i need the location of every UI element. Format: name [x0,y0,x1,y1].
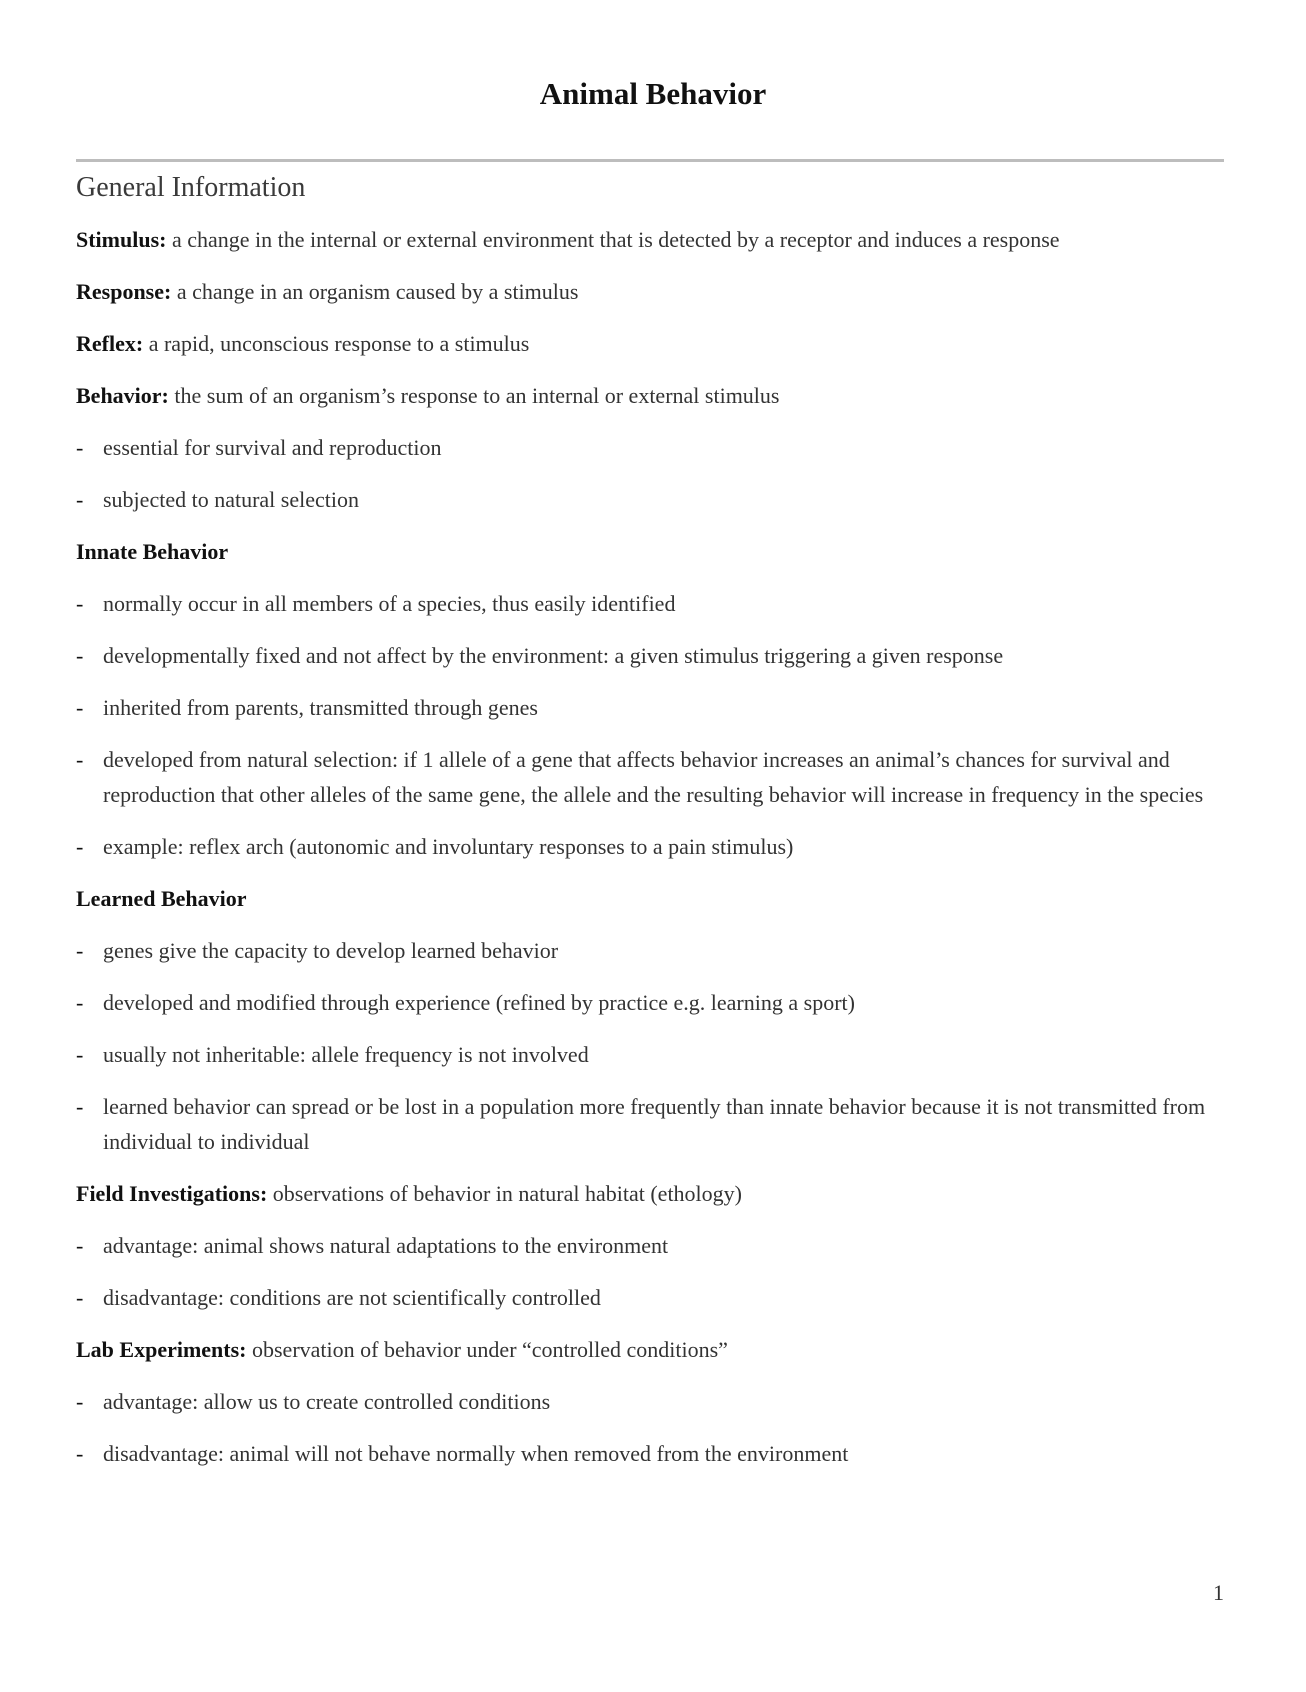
definition-field-investigations [76,1176,1226,1211]
list-item [76,1436,1226,1471]
definition-text: a change in an organism caused by a stimulus [171,279,579,304]
learned-behavior-heading: Learned Behavior [76,886,247,911]
definition-text: a rapid, unconscious response to a stimulus [143,331,530,356]
list-item-text: normally occur in all members of a species, thus easily identified [103,591,676,616]
list-item-text: genes give the capacity to develop learned behavior [103,938,559,963]
definition-text: a change in the internal or external environment that is detected by a receptor and induces a response [166,227,1060,252]
section-title: General Information [76,172,306,203]
list-item [76,482,1226,517]
document-title: Animal Behavior [539,76,767,111]
list-item [76,1037,1226,1072]
bullet-marker: - [76,435,84,460]
list-item [76,985,1226,1020]
definition-term: Behavior: [76,383,169,408]
bullet-marker: - [76,695,84,720]
bullet-marker: - [76,591,84,616]
list-item-text: example: reflex arch (autonomic and involuntary responses to a pain stimulus) [103,834,794,859]
bullet-marker: - [76,1233,84,1258]
list-item [76,1089,1226,1159]
definition-text: observation of behavior under “controlled conditions” [246,1337,728,1362]
definition-text: observations of behavior in natural habitat (ethology) [267,1181,742,1206]
list-item [76,1280,1226,1315]
definition-stimulus [76,222,1226,257]
title-divider [76,159,1224,162]
list-item [76,690,1226,725]
bullet-marker: - [76,1285,84,1310]
bullet-marker: - [76,747,84,772]
list-item-text: essential for survival and reproduction [103,435,442,460]
list-item [76,638,1226,673]
definition-term: Stimulus: [76,227,167,252]
list-item [76,430,1226,465]
list-item-text: disadvantage: animal will not behave normally when removed from the environment [103,1441,849,1466]
list-item [76,742,1226,812]
list-item [76,1228,1226,1263]
definition-term: Field Investigations: [76,1181,268,1206]
field-bullet-list [76,1228,1226,1315]
list-item-text: learned behavior can spread or be lost in a population more frequently than innate behavior because it is not transmitted from individual to individual [103,1094,1206,1154]
list-item [76,829,1226,864]
list-item [76,1384,1226,1419]
document-body [76,222,1226,1488]
list-item-text: usually not inheritable: allele frequency is not involved [103,1042,589,1067]
innate-bullet-list [76,586,1226,864]
definition-term: Response: [76,279,172,304]
definition-response [76,274,1226,309]
list-item [76,933,1226,968]
list-item-text: disadvantage: conditions are not scientifically controlled [103,1285,601,1310]
definition-behavior [76,378,1226,413]
definition-term: Lab Experiments: [76,1337,247,1362]
list-item-text: developed and modified through experience (refined by practice e.g. learning a sport) [103,990,855,1015]
bullet-marker: - [76,990,84,1015]
definition-reflex [76,326,1226,361]
definition-lab-experiments [76,1332,1226,1367]
bullet-marker: - [76,938,84,963]
list-item-text: inherited from parents, transmitted through genes [103,695,538,720]
list-item-text: developmentally fixed and not affect by the environment: a given stimulus triggering a given response [103,643,1004,668]
bullet-marker: - [76,1389,84,1414]
bullet-marker: - [76,1441,84,1466]
bullet-marker: - [76,487,84,512]
list-item-text: advantage: animal shows natural adaptations to the environment [103,1233,669,1258]
lab-bullet-list [76,1384,1226,1471]
bullet-marker: - [76,1094,84,1119]
list-item-text: advantage: allow us to create controlled conditions [103,1389,551,1414]
definition-text: the sum of an organism’s response to an internal or external stimulus [168,383,780,408]
behavior-bullet-list [76,430,1226,517]
page-number: 1 [1213,1580,1224,1605]
list-item-text: developed from natural selection: if 1 allele of a gene that affects behavior increases an animal’s chances for survival and reproduction that other alleles of the same gene, the allele and the resulting behavior will increase in frequency in the species [103,747,1204,807]
innate-behavior-heading: Innate Behavior [76,539,229,564]
bullet-marker: - [76,643,84,668]
list-item [76,586,1226,621]
learned-bullet-list [76,933,1226,1159]
definition-term: Reflex: [76,331,144,356]
bullet-marker: - [76,1042,84,1067]
list-item-text: subjected to natural selection [103,487,359,512]
bullet-marker: - [76,834,84,859]
